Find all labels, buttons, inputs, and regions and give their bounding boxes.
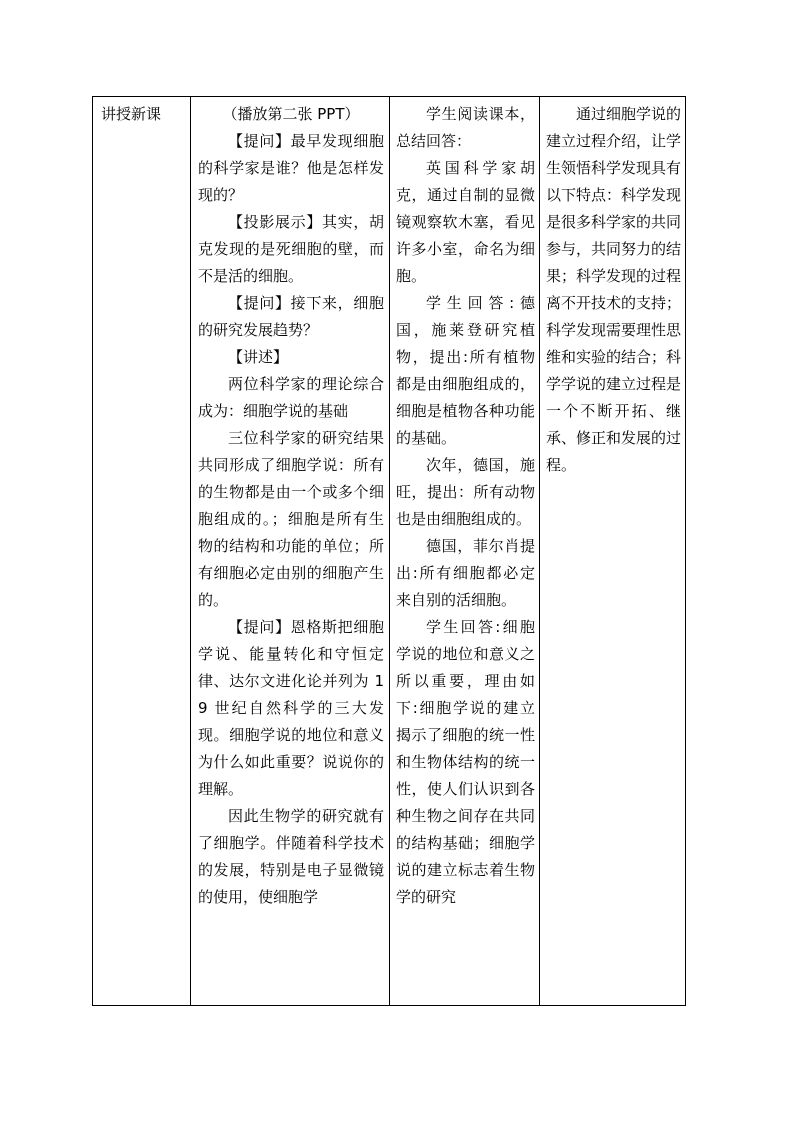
teacher-paragraph: 两位科学家的理论综合成为：细胞学说的基础 xyxy=(198,375,384,420)
teacher-paragraph: （播放第二张 PPT） xyxy=(222,105,360,123)
table-row xyxy=(93,97,686,1006)
stage-cell xyxy=(93,97,191,1006)
lesson-plan-table xyxy=(92,96,686,1006)
student-paragraph: 德国，菲尔肖提出:所有细胞都必定来自别的活细胞。 xyxy=(396,537,535,609)
teacher-paragraph: 【投影展示】其实，胡克发现的是死细胞的壁，而不是活的细胞。 xyxy=(198,213,384,285)
student-activity-cell xyxy=(390,97,540,1006)
teacher-paragraph: 因此生物学的研究就有了细胞学。伴随着科学技术的发展，特别是电子显微镜的使用，使细胞学 xyxy=(198,807,384,906)
student-paragraph: 学生阅读课本，总结回答： xyxy=(396,105,535,150)
stage-label: 讲授新课 xyxy=(101,105,162,123)
teacher-paragraph: 【讲述】 xyxy=(228,348,289,366)
design-intent-cell xyxy=(540,97,686,1006)
student-paragraph: 学生回答:细胞学说的地位和意义之所以重要，理由如下:细胞学说的建立揭示了细胞的统一性和生物体结构的统一性，使人们认识到各种生物之间存在共同的结构基础；细胞学说的建立标志着生物学的研究 xyxy=(396,618,535,906)
teacher-activity-cell xyxy=(191,97,390,1006)
teacher-paragraph: 【提问】接下来，细胞的研究发展趋势？ xyxy=(198,294,384,339)
teacher-paragraph: 【提问】最早发现细胞的科学家是谁？他是怎样发现的？ xyxy=(198,132,384,204)
student-paragraph: 次年，德国，施旺，提出：所有动物也是由细胞组成的。 xyxy=(396,456,535,528)
teacher-paragraph: 三位科学家的研究结果共同形成了细胞学说：所有的生物都是由一个或多个细胞组成的。；细胞是所有生物的结构和功能的单位；所有细胞必定由别的细胞产生的。 xyxy=(198,429,384,609)
teacher-paragraph: 【提问】恩格斯把细胞学说、能量转化和守恒定律、达尔文进化论并列为 19 世纪自然科学的三大发现。细胞学说的地位和意义为什么如此重要？说说你的理解。 xyxy=(198,618,384,798)
student-paragraph: 英国科学家胡克，通过自制的显微镜观察软木塞，看见许多小室，命名为细胞。 xyxy=(396,159,535,285)
design-intent-paragraph: 通过细胞学说的建立过程介绍，让学生领悟科学发现具有以下特点：科学发现是很多科学家的共同参与，共同努力的结果；科学发现的过程离不开技术的支持；科学发现需要理性思维和实验的结合；科学学说的建立过程是一个不断开拓、继承、修正和发展的过程。 xyxy=(546,105,682,474)
student-paragraph: 学生回答:德国，施莱登研究植物，提出:所有植物都是由细胞组成的，细胞是植物各种功能的基础。 xyxy=(396,294,535,447)
